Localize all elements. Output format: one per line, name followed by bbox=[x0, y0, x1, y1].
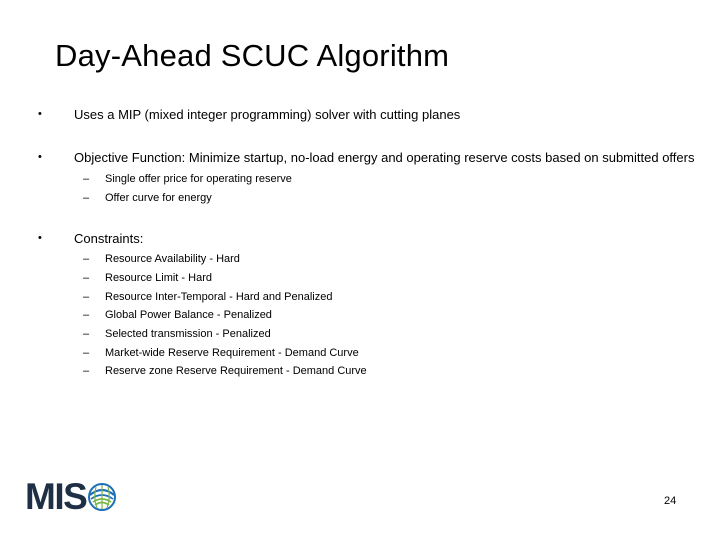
page-number: 24 bbox=[664, 495, 677, 507]
sub-item bbox=[38, 191, 698, 205]
sub-item-text: Market-wide Reserve Requirement - Demand Curve bbox=[105, 347, 359, 359]
bullet-item bbox=[38, 106, 698, 123]
sub-item bbox=[38, 252, 698, 266]
sub-item-text: Resource Limit - Hard bbox=[105, 272, 212, 284]
dash-marker: – bbox=[83, 173, 90, 185]
dash-marker: – bbox=[83, 347, 90, 359]
sub-item bbox=[38, 327, 698, 341]
dash-marker: – bbox=[83, 365, 90, 377]
sub-item-text: Selected transmission - Penalized bbox=[105, 328, 271, 340]
sub-item-text: Offer curve for energy bbox=[105, 192, 212, 204]
sub-item-text: Reserve zone Reserve Requirement - Demand Curve bbox=[105, 365, 367, 377]
dash-marker: – bbox=[83, 272, 90, 284]
miso-logo bbox=[25, 478, 117, 515]
sub-item bbox=[38, 364, 698, 378]
bullet-item bbox=[38, 149, 698, 166]
bullet-item bbox=[38, 230, 698, 247]
bullet-dot: • bbox=[38, 232, 42, 244]
sub-item bbox=[38, 308, 698, 322]
dash-marker: – bbox=[83, 328, 90, 340]
dash-marker: – bbox=[83, 253, 90, 265]
dash-marker: – bbox=[83, 192, 90, 204]
bullet-list bbox=[38, 106, 698, 378]
sub-item bbox=[38, 290, 698, 304]
dash-marker: – bbox=[83, 291, 90, 303]
logo-text: MIS bbox=[25, 476, 87, 517]
sub-item-text: Resource Availability - Hard bbox=[105, 253, 240, 265]
sub-item bbox=[38, 172, 698, 186]
globe-icon bbox=[87, 482, 117, 512]
slide-title: Day-Ahead SCUC Algorithm bbox=[55, 38, 450, 73]
dash-marker: – bbox=[83, 309, 90, 321]
bullet-dot: • bbox=[38, 108, 42, 120]
sub-item-text: Single offer price for operating reserve bbox=[105, 173, 292, 185]
sub-item bbox=[38, 271, 698, 285]
bullet-text: Uses a MIP (mixed integer programming) solver with cutting planes bbox=[74, 107, 461, 122]
sub-item-text: Global Power Balance - Penalized bbox=[105, 309, 272, 321]
bullet-text: Constraints: bbox=[74, 231, 144, 246]
bullet-dot: • bbox=[38, 151, 42, 163]
bullet-text: Objective Function: Minimize startup, no-load energy and operating reserve costs based on submitted offers bbox=[74, 150, 695, 165]
sub-item-text: Resource Inter-Temporal - Hard and Penalized bbox=[105, 291, 333, 303]
sub-item bbox=[38, 346, 698, 360]
